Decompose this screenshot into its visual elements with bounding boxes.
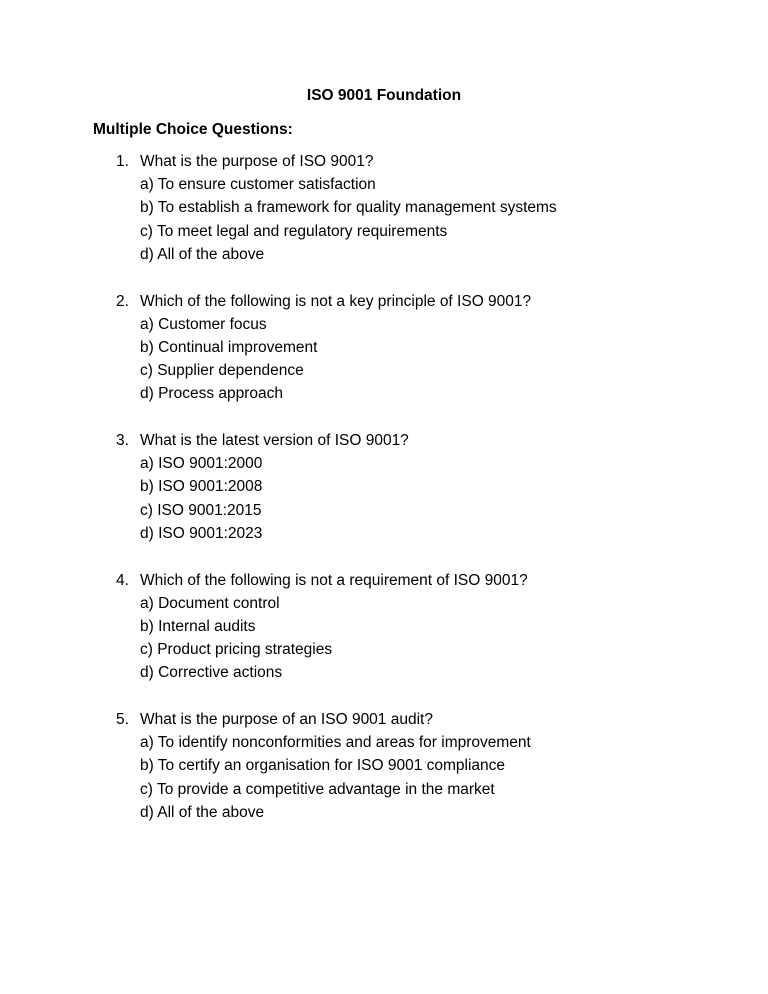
option-list (0, 173, 768, 266)
section-heading: Multiple Choice Questions: (93, 121, 293, 138)
question-text: What is the purpose of an ISO 9001 audit? (140, 711, 433, 729)
question-text: Which of the following is not a requirement of ISO 9001? (140, 571, 528, 589)
question-2 (0, 290, 768, 406)
question-number: 4. (116, 571, 129, 589)
option-d: d) ISO 9001:2023 (140, 524, 263, 542)
question-5 (0, 708, 768, 824)
option-b: b) ISO 9001:2008 (140, 478, 263, 496)
option-a: a) Document control (140, 594, 280, 612)
option-c: c) ISO 9001:2015 (140, 501, 262, 519)
option-list (0, 731, 768, 824)
question-list (0, 150, 768, 848)
option-list (0, 452, 768, 545)
option-list (0, 592, 768, 685)
option-c: c) Product pricing strategies (140, 641, 333, 659)
question-number: 3. (116, 432, 129, 450)
question-number: 1. (116, 153, 129, 170)
option-b: b) To establish a framework for quality management systems (140, 199, 557, 217)
question-3 (0, 429, 768, 545)
option-c: c) Supplier dependence (140, 362, 304, 380)
option-b: b) To certify an organisation for ISO 9001 compliance (140, 757, 506, 775)
question-number: 2. (116, 292, 129, 310)
option-b: b) Continual improvement (140, 338, 318, 356)
option-a: a) Customer focus (140, 315, 267, 333)
option-d: d) Process approach (140, 385, 284, 403)
option-c: c) To meet legal and regulatory requirements (140, 222, 448, 240)
question-4 (0, 569, 768, 685)
option-a: a) To ensure customer satisfaction (140, 176, 376, 194)
question-text: Which of the following is not a key principle of ISO 9001? (140, 292, 532, 310)
document-title: ISO 9001 Foundation (306, 87, 462, 104)
option-d: d) All of the above (140, 245, 265, 263)
question-1 (0, 150, 768, 266)
option-list (0, 313, 768, 406)
option-b: b) Internal audits (140, 617, 256, 635)
option-c: c) To provide a competitive advantage in the market (140, 780, 495, 798)
option-d: d) All of the above (140, 803, 265, 821)
option-a: a) ISO 9001:2000 (140, 455, 263, 473)
question-text: What is the latest version of ISO 9001? (140, 432, 409, 450)
question-number: 5. (116, 711, 129, 729)
option-a: a) To identify nonconformities and areas for improvement (140, 734, 531, 752)
question-text: What is the purpose of ISO 9001? (140, 153, 374, 170)
option-d: d) Corrective actions (140, 664, 283, 682)
